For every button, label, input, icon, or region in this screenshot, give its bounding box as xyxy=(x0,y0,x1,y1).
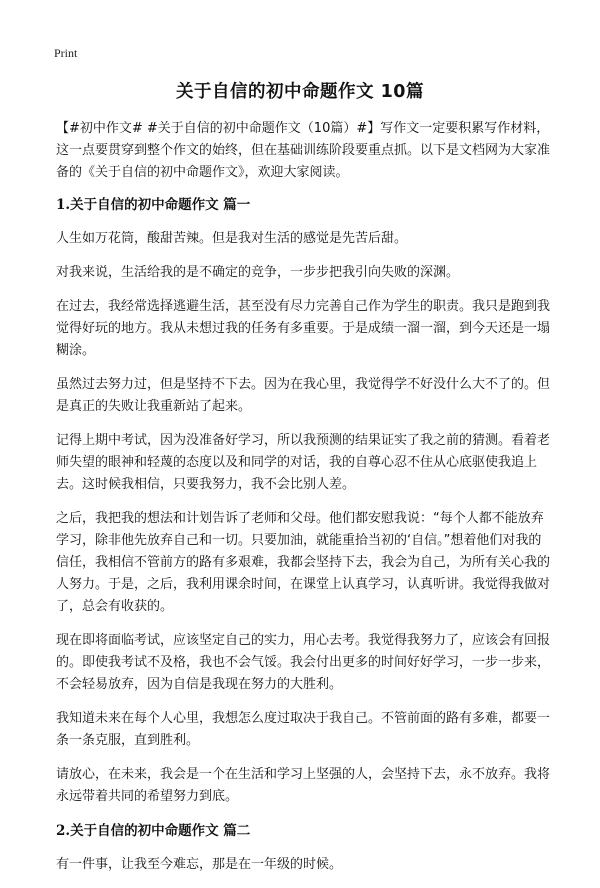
document-title: 关于自信的初中命题作文 10篇 xyxy=(176,82,424,102)
document-body xyxy=(56,118,552,888)
paragraph: 虽然过去努力过，但是坚持不下去。因为在我心里，我觉得学不好没什么大不了的。但是真正的失败让我重新站了起来。 xyxy=(56,377,551,414)
section-heading: 1.关于自信的初中命题作文 篇一 xyxy=(56,197,251,213)
intro-paragraph: 【#初中作文# #关于自信的初中命题作文（10篇）#】写作文一定要积累写作材料，这一点要贯穿到整个作文的始终，但在基础训练阶段要重点抓。以下是文档网为大家准备的《关于自信的初中命题作文》，欢迎大家阅读。 xyxy=(56,121,551,180)
paragraph: 现在即将面临考试，应该坚定自己的实力，用心去考。我觉得我努力了，应该会有回报的。即使我考试不及格，我也不会气馁。我会付出更多的时间好好学习，一步一步来，不会轻易放弃，因为自信是我现在努力的大胜利。 xyxy=(56,633,551,692)
paragraph: 对我来说，生活给我的是不确定的竞争，一步步把我引向失败的深渊。 xyxy=(56,265,460,280)
print-link[interactable]: Print xyxy=(54,46,78,60)
paragraph: 记得上期中考试，因为没准备好学习，所以我预测的结果证实了我之前的猜测。看着老师失望的眼神和轻蔑的态度以及和同学的对话，我的自尊心忍不住从心底驱使我追上去。这时候我相信，只要我努力，我不会比别人差。 xyxy=(56,433,551,492)
paragraph: 人生如万花筒，酸甜苦辣。但是我对生活的感觉是先苦后甜。 xyxy=(56,231,408,246)
paragraph: 有一件事，让我至今难忘，那是在一年级的时候。 xyxy=(56,857,343,872)
paragraph: 我知道未来在每个人心里，我想怎么度过取决于我自己。不管前面的路有多难，都要一条一条克服，直到胜利。 xyxy=(56,711,551,748)
section-heading: 2.关于自信的初中命题作文 篇二 xyxy=(56,823,251,839)
paragraph: 在过去，我经常选择逃避生活，甚至没有尽力完善自己作为学生的职责。我只是跑到我觉得好玩的地方。我从未想过我的任务有多重要。于是成绩一溜一溜，到今天还是一塌糊涂。 xyxy=(56,299,551,358)
paragraph: 之后，我把我的想法和计划告诉了老师和父母。他们都安慰我说：“每个人都不能放弃学习，除非他先放弃自己和一切。只要加油，就能重拾当初的‘自信。”想着他们对我的信任，我相信不管前方的路有多艰难，我都会坚持下去，我会为自己，为所有关心我的人努力。于是，之后，我利用课余时间，在课堂上认真学习，认真听讲。我觉得我做对了，总会有收获的。 xyxy=(56,511,551,614)
paragraph: 请放心，在未来，我会是一个在生活和学习上坚强的人，会坚持下去，永不放弃。我将永远带着共同的希望努力到底。 xyxy=(56,767,551,804)
